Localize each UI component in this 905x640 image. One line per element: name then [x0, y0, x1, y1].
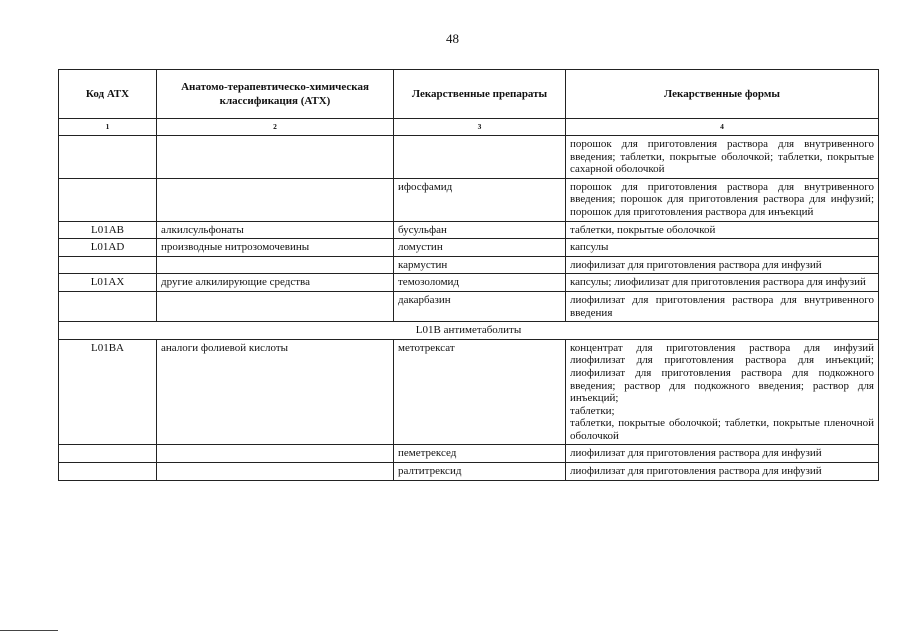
column-number: 1: [59, 119, 157, 136]
dosage-form-line: таблетки;: [570, 404, 615, 417]
dosage-form: лиофилизат для приготовления раствора для инфузий: [566, 256, 879, 274]
dosage-form: капсулы: [566, 239, 879, 257]
page-number: 48: [446, 31, 459, 46]
section-heading: L01B антиметаболиты: [59, 322, 879, 340]
atx-code: L01AB: [59, 221, 157, 239]
header-row: [59, 70, 879, 119]
header-drugs: Лекарственные препараты: [394, 70, 566, 119]
column-number: 2: [157, 119, 394, 136]
atx-class: производные нитрозомочевины: [157, 239, 394, 257]
atx-class: алкилсульфонаты: [157, 221, 394, 239]
table-row: [59, 256, 879, 274]
dosage-form: лиофилизат для приготовления раствора для инфузий: [566, 463, 879, 481]
atx-code: L01AD: [59, 239, 157, 257]
column-number: 4: [566, 119, 879, 136]
drug-name: пеметрексед: [394, 445, 566, 463]
drug-name: [394, 136, 566, 179]
table-row: [59, 178, 879, 221]
drug-name: бусульфан: [394, 221, 566, 239]
dosage-form: порошок для приготовления раствора для внутривенного введения; таблетки, покрытые оболочкой; таблетки, покрытые сахарной оболочкой: [566, 136, 879, 179]
atx-class: другие алкилирующие средства: [157, 274, 394, 292]
table-row: [59, 291, 879, 321]
atx-code: L01AX: [59, 274, 157, 292]
table-row: [59, 339, 879, 445]
drug-name: темозоломид: [394, 274, 566, 292]
dosage-form: лиофилизат для приготовления раствора для инфузий: [566, 445, 879, 463]
header-classification: Анатомо-терапевтическо-химическая классификация (АТХ): [157, 70, 394, 119]
atx-class: аналоги фолиевой кислоты: [157, 339, 394, 445]
atx-class: [157, 178, 394, 221]
dosage-form: [566, 339, 879, 445]
dosage-form: капсулы; лиофилизат для приготовления раствора для инфузий: [566, 274, 879, 292]
drug-name: кармустин: [394, 256, 566, 274]
drug-name: дакарбазин: [394, 291, 566, 321]
atx-code: [59, 463, 157, 481]
dosage-form: порошок для приготовления раствора для внутривенного введения; порошок для приготовления раствора для инфузий; порошок для приготовления раствора для инъекций: [566, 178, 879, 221]
table-row: [59, 463, 879, 481]
atx-class: [157, 256, 394, 274]
atx-table: [58, 69, 879, 481]
dosage-form-line: таблетки, покрытые оболочкой; таблетки, покрытые пленочной оболочкой: [570, 417, 874, 442]
table-row: [59, 136, 879, 179]
drug-name: ифосфамид: [394, 178, 566, 221]
dosage-form: лиофилизат для приготовления раствора для внутривенного введения: [566, 291, 879, 321]
column-number: 3: [394, 119, 566, 136]
drug-name: ралтитрексид: [394, 463, 566, 481]
column-number-row: [59, 119, 879, 136]
table-row: [59, 445, 879, 463]
atx-code: [59, 291, 157, 321]
drug-name: ломустин: [394, 239, 566, 257]
atx-code: L01BA: [59, 339, 157, 445]
section-row: [59, 322, 879, 340]
atx-class: [157, 463, 394, 481]
header-forms: Лекарственные формы: [566, 70, 879, 119]
atx-code: [59, 445, 157, 463]
atx-class: [157, 445, 394, 463]
table-row: [59, 221, 879, 239]
atx-class: [157, 136, 394, 179]
atx-code: [59, 136, 157, 179]
drug-name: метотрексат: [394, 339, 566, 445]
atx-class: [157, 291, 394, 321]
dosage-form-line: концентрат для приготовления раствора для инфузий лиофилизат для приготовления раствора для инъекций; лиофилизат для приготовления раствора для подкожного введения; раствор для подкожного введения; раствор для инъекций;: [570, 341, 874, 405]
footer-rule: [0, 630, 58, 631]
atx-code: [59, 178, 157, 221]
dosage-form: таблетки, покрытые оболочкой: [566, 221, 879, 239]
atx-code: [59, 256, 157, 274]
table-row: [59, 274, 879, 292]
table-row: [59, 239, 879, 257]
header-code: Код АТХ: [59, 70, 157, 119]
